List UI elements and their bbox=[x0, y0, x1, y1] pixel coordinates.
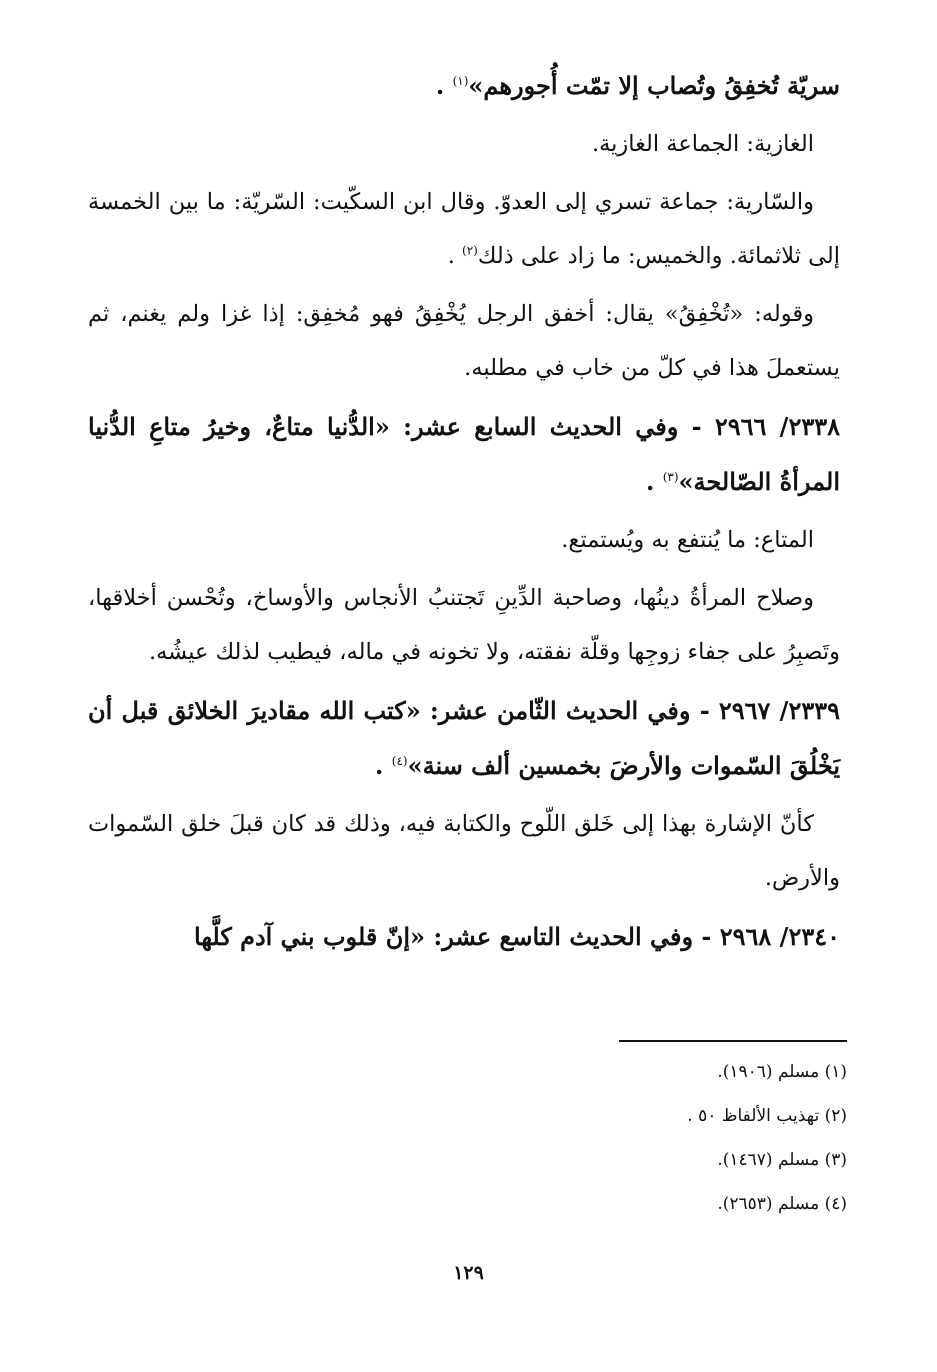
footnote-ref: (٢) bbox=[462, 243, 478, 258]
footnote-ref: (٣) bbox=[662, 470, 679, 484]
definition-ghaziya bbox=[88, 117, 840, 171]
footnote-3: (٣) مسلم (١٤٦٧). bbox=[717, 1150, 847, 1170]
footnote-1: (١) مسلم (١٩٠٦). bbox=[717, 1062, 847, 1082]
footnote-ref: (٤) bbox=[391, 754, 408, 768]
definition-tukhfiq bbox=[88, 287, 840, 395]
hadith-2338 bbox=[88, 399, 840, 509]
paragraph-text: والسّارية: جماعة تسري إلى العدوّ. وقال ابن السكّيت: السّريّة: ما بين الخمسة إلى ثلاثمائة. والخميس: ما زاد على ذلك bbox=[88, 189, 840, 269]
hadith-continuation bbox=[88, 58, 840, 113]
footnote-2: (٢) تهذيب الألفاظ ٥٠ . bbox=[687, 1106, 847, 1126]
paragraph-tail: . bbox=[375, 751, 392, 780]
page-body bbox=[88, 58, 840, 968]
paragraph-tail: . bbox=[435, 71, 453, 100]
hadith-2339 bbox=[88, 683, 840, 793]
definition-sariya bbox=[88, 175, 840, 283]
paragraph-text: ٢٣٣٨/ ٢٩٦٦ - وفي الحديث السابع عشر: «الدُّنيا متاعٌ، وخيرُ متاعِ الدُّنيا المرأةُ الصّالحة» bbox=[88, 412, 840, 496]
paragraph-text: وقوله: «تُخْفِقُ» يقال: أخفق الرجل يُخْفِقُ فهو مُخفِق: إذا غزا ولم يغنم، ثم يستعملَ هذا في كلّ من خاب في مطلبه. bbox=[88, 301, 840, 381]
paragraph-tail: . bbox=[645, 467, 663, 496]
definition-mataa bbox=[88, 513, 840, 567]
paragraph-text: سريّة تُخفِقُ وتُصاب إلا تمّت أُجورهم» bbox=[468, 71, 840, 100]
paragraph-text: كأنّ الإشارة بهذا إلى خَلق اللّوح والكتابة فيه، وذلك قد كان قبلَ خلق السّموات والأرض. bbox=[88, 811, 840, 891]
paragraph-text: الغازية: الجماعة الغازية. bbox=[591, 131, 814, 157]
footnote-4: (٤) مسلم (٢٦٥٣). bbox=[717, 1194, 847, 1214]
page-number: ١٢٩ bbox=[453, 1262, 484, 1284]
footnotes bbox=[447, 1060, 847, 1236]
paragraph-text: المتاع: ما يُنتفع به ويُستمتع. bbox=[561, 527, 814, 553]
paragraph-text: ٢٣٤٠/ ٢٩٦٨ - وفي الحديث التاسع عشر: «إنّ قلوب بني آدم كلَّها bbox=[194, 922, 840, 951]
paragraph-tail: . bbox=[447, 243, 463, 269]
hadith-2340 bbox=[88, 909, 840, 964]
commentary-lawh bbox=[88, 797, 840, 905]
footnote-divider bbox=[619, 1040, 847, 1042]
commentary-salah bbox=[88, 571, 840, 679]
paragraph-text: وصلاح المرأةُ دينُها، وصاحبة الدِّينِ تَجتنبُ الأنجاس والأوساخ، وتُحْسن أخلاقها، وتَصبِرُ على جفاء زوجِها وقلّة نفقته، ولا تخونه في ماله، فيطيب لذلك عيشُه. bbox=[88, 585, 840, 665]
footnote-ref: (١) bbox=[452, 74, 469, 88]
paragraph-text: ٢٣٣٩/ ٢٩٦٧ - وفي الحديث الثّامن عشر: «كتب الله مقاديرَ الخلائق قبل أن يَخْلُقَ السّموات والأرضَ بخمسين ألف سنة» bbox=[88, 696, 840, 780]
